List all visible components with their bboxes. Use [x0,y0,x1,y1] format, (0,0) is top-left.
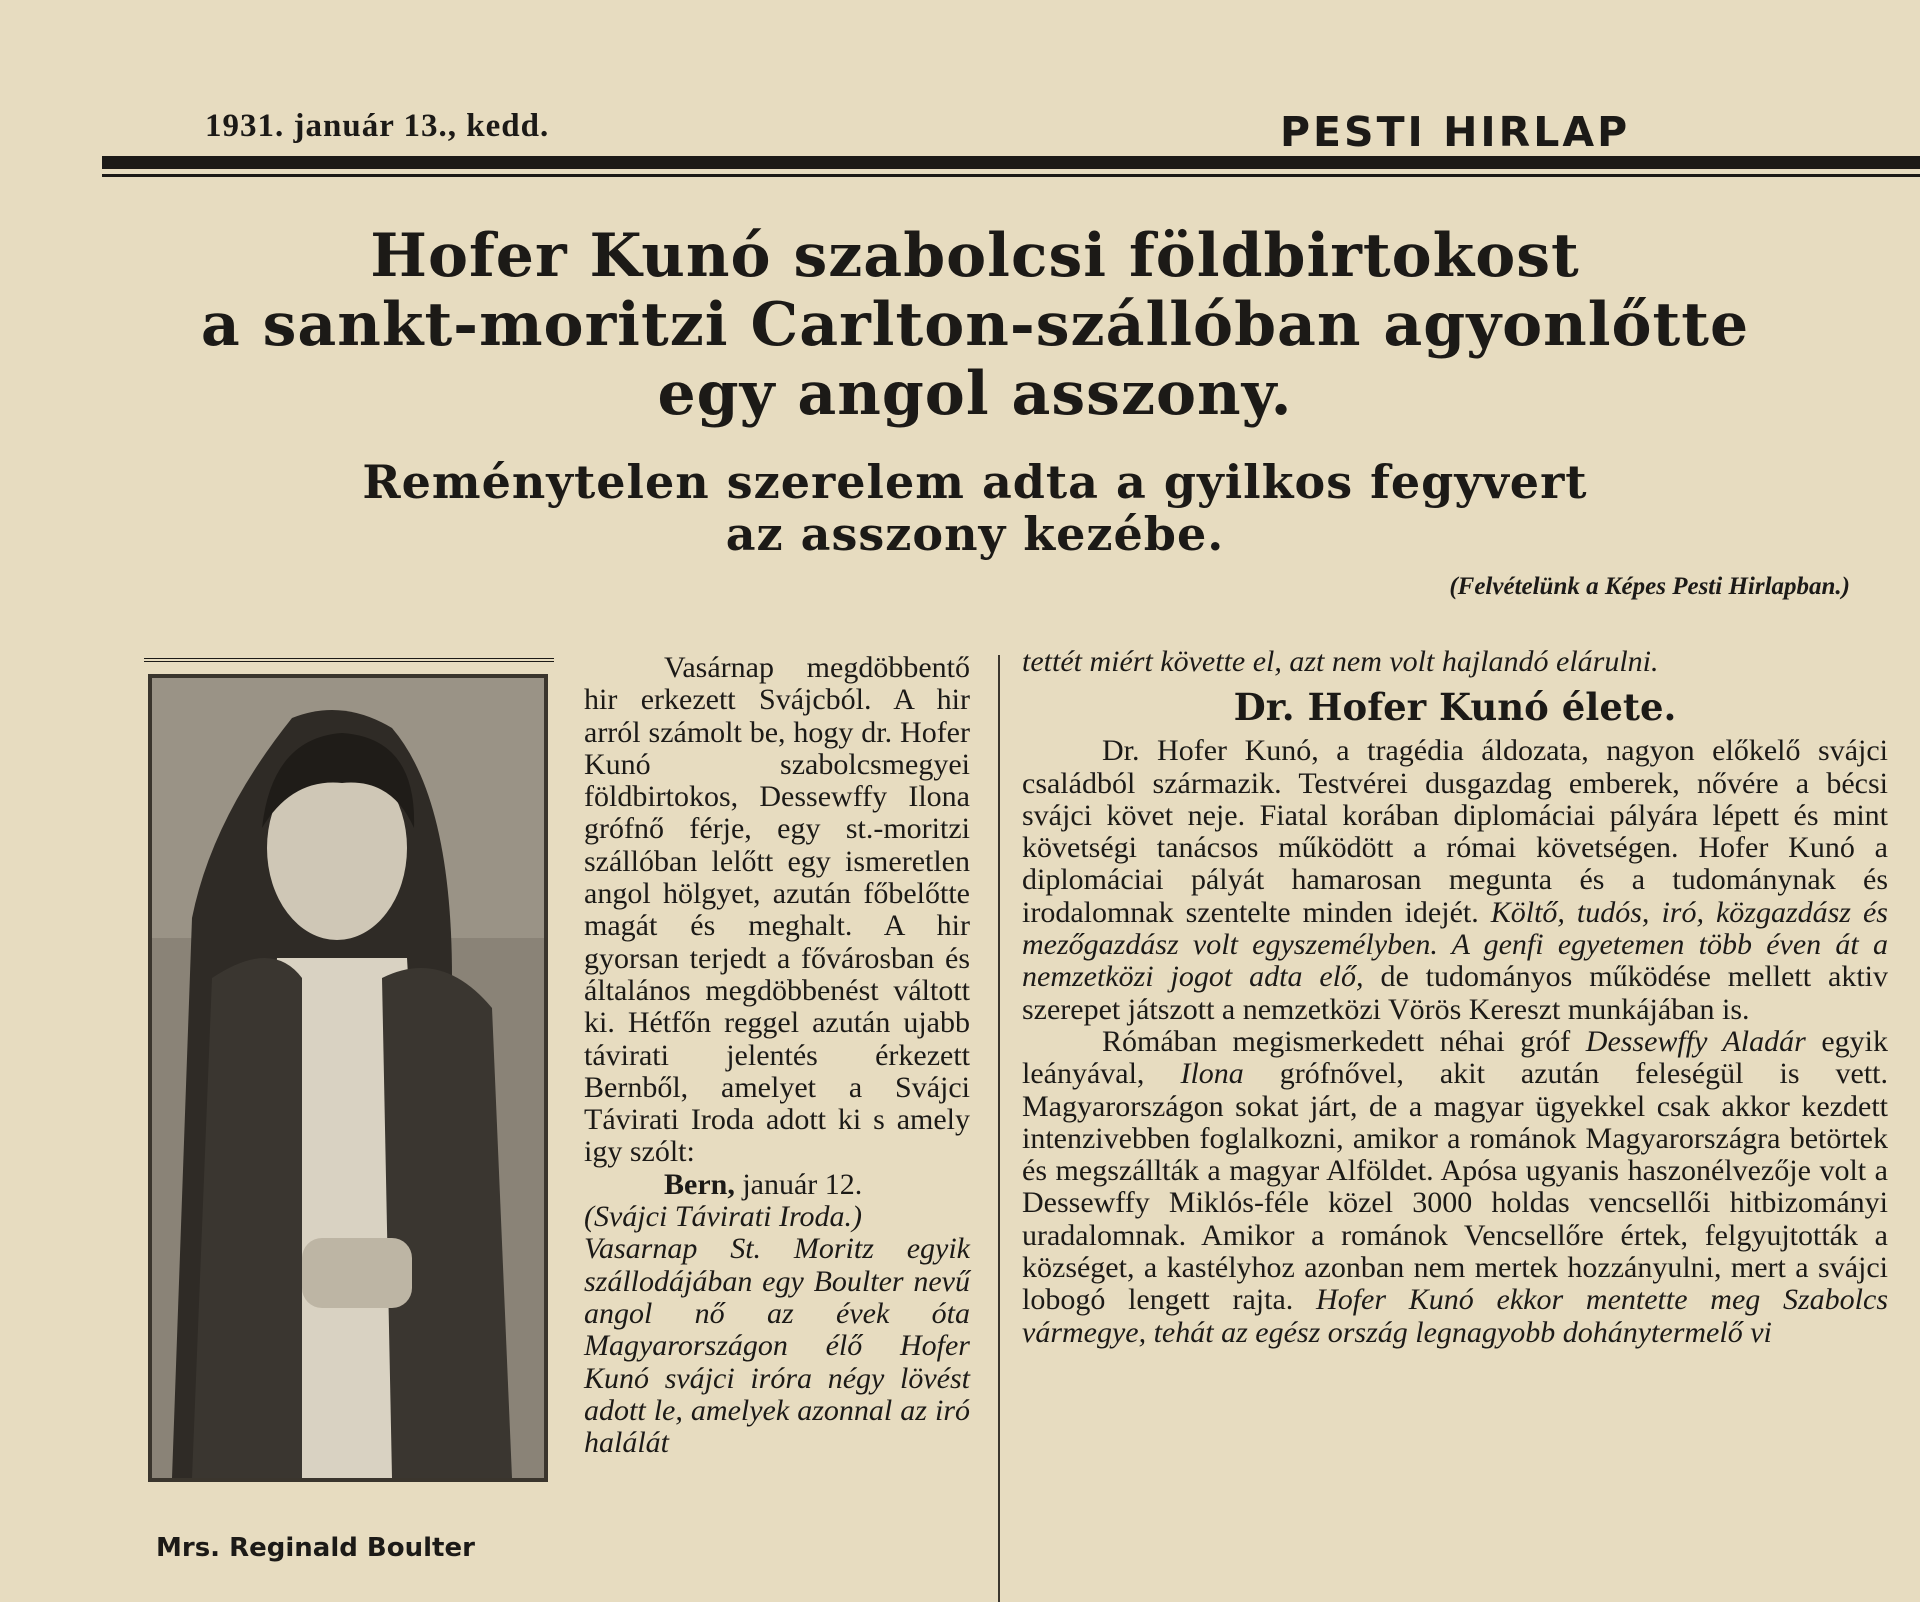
newspaper-masthead: PESTI HIRLAP [1280,108,1631,156]
paragraph-text: Rómában megismerkedett néhai gróf [1102,1024,1586,1058]
column1-paragraph-1: Vasárnap megdöbbentő hir erkezett Svájcból. A hir arról számolt be, hogy dr. Hofer Kunó szabolcsmegyei földbirtokos, Dessewffy Ilona grófnő férje, egy st.-moritzi szállóban lelőtt egy ismeretlen angol hölgyet, azután főbelőtte magát és meghalt. A hir gyorsan terjedt a fővárosban és általános megdöbbenést váltott ki. Hétfőn reggel azután ujabb távirati jelentés érkezett Bernből, amelyet a Svájci Távirati Iroda adott ki s amely igy szólt: [584,651,970,1169]
paragraph-text: de tudományos működése mellett aktiv szerepet játszott a nemzetközi Vörös Kereszt munkájában is. [1022,960,1888,1026]
paragraph-text: grófnővel, akit azután feleségül is vett. Magyarországon sokat járt, de a magyar ügyekkel csak akkor kezdett intenzivebben foglalkozni, amikor a románok Magyarországra betörtek és megszállták a magyar Alföldet. Apósa ugyanis haszonélvezője volt a Dessewffy Miklós-féle közel 3000 holdas vencsellői hitbizományi uradalomnak. Amikor a románok Vencsellőre értek, felgyujtották a községet, a kastélyhoz azonban nem mertek hozzányulni, mert a svájci lobogó lengett rajta. [1022,1057,1888,1317]
photo-credit: (Felvételünk a Képes Pesti Hirlapban.) [1449,573,1850,600]
paragraph-italic-text: Költő, tudós, iró, közgazdász és mezőgazdász volt egyszemélyben. A genfi egyetemen több éven át a nemzetközi jogot adta elő, [1022,895,1888,994]
sub-headline [100,456,1850,560]
dateline-date: január 12. [734,1167,863,1201]
dateline [584,1169,970,1201]
column2-paragraph-0: tettét miért követte el, azt nem volt hajlandó elárulni. [1022,645,1659,678]
paragraph-italic-text: Dessewffy Aladár [1585,1024,1806,1058]
subheadline-line-1: Reménytelen szerelem adta a gyilkos fegyvert [362,455,1588,509]
dateline-place: Bern, [664,1167,735,1201]
photo-caption: Mrs. Reginald Boulter [156,1533,475,1563]
portrait-photo [148,674,548,1482]
main-headline [100,222,1850,429]
news-agency: (Svájci Távirati Iroda.) [584,1200,863,1234]
portrait-illustration [152,678,544,1478]
paragraph-text: Dr. Hofer Kunó, a tragédia áldozata, nagyon előkelő svájci családból származik. Testvérei dusgazdag emberek, nővére a bécsi svájci követ neje. Fiatal korában diplomáciai pályára lépett és mint követségi tanácsos működött a római követségen. Hofer Kunó a diplomáciai pályát hamarosan megunta és a tudománynak és irodalomnak szentelte minden idejét. [1022,734,1888,929]
column2-paragraph-1 [1022,735,1888,1026]
headline-line-2: a sankt-moritzi Carlton-szállóban agyonlőtte [200,290,1750,360]
header-rule-thick [102,156,1920,169]
column1-paragraph-2: Vasarnap St. Moritz egyik szállodájában egy Boulter nevű angol nő az évek óta Magyarországon élő Hofer Kunó svájci iróra négy lövést adott le, amelyek azonnal az iró halálát [584,1232,970,1460]
headline-line-1: Hofer Kunó szabolcsi földbirtokost [370,221,1580,291]
header-rule-thin [102,174,1920,177]
section-subheading: Dr. Hofer Kunó élete. [1233,685,1677,730]
column-divider [998,655,1000,1602]
article-column-1 [584,652,970,1459]
paragraph-italic-text: Hofer Kunó ekkor mentette meg Szabolcs vármegye, tehát az egész ország legnagyobb dohánytermelő vi [1022,1283,1889,1349]
article-column-2 [1022,646,1888,1349]
headline-line-3: egy angol asszony. [657,359,1293,429]
column2-paragraph-2 [1022,1026,1888,1349]
paragraph-text: egyik leányával, [1022,1024,1888,1091]
paragraph-italic-text: Ilona [1180,1057,1244,1091]
subheadline-line-2: az asszony kezébe. [725,507,1225,561]
issue-date: 1931. január 13., kedd. [205,108,550,144]
